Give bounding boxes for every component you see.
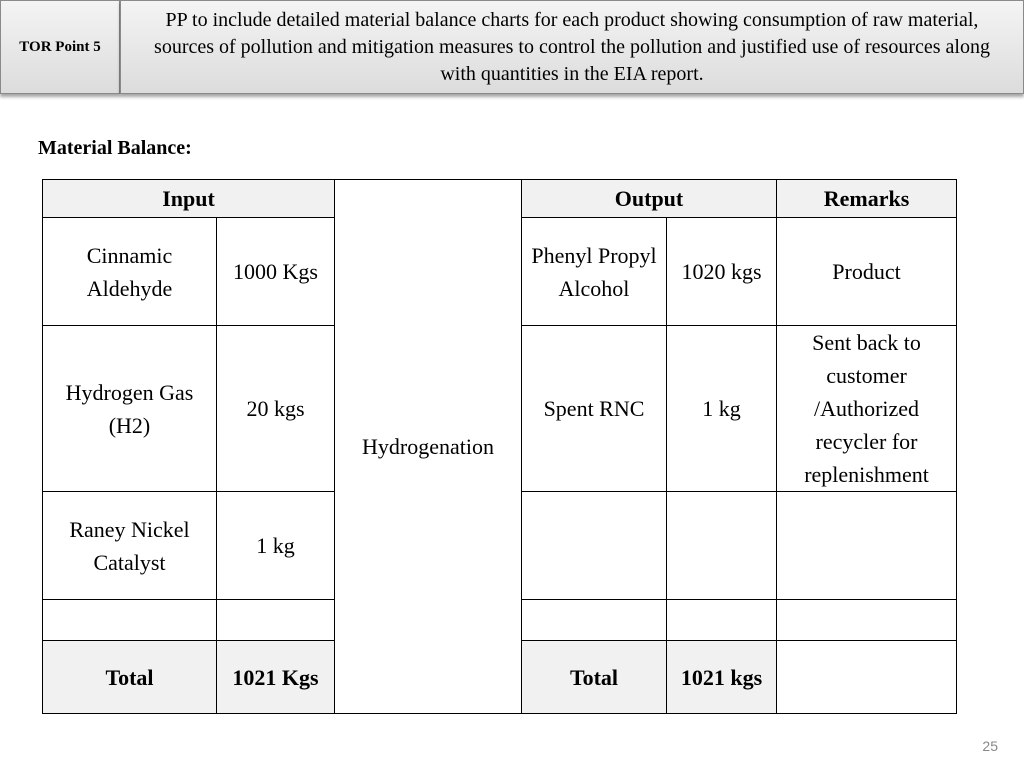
- tor-point-label: TOR Point 5: [19, 38, 101, 55]
- input-material: Cinnamic Aldehyde: [43, 218, 217, 326]
- remarks-cell: [777, 600, 957, 641]
- process-cell: Hydrogenation: [335, 180, 522, 714]
- output-material: Spent RNC: [522, 326, 667, 492]
- table-header-row: [43, 180, 957, 218]
- remarks-cell: Product: [777, 218, 957, 326]
- output-quantity: 1020 kgs: [667, 218, 777, 326]
- output-material: [522, 600, 667, 641]
- remarks-header: Remarks: [777, 180, 957, 218]
- output-total-label: Total: [522, 641, 667, 714]
- input-total-value: 1021 Kgs: [217, 641, 335, 714]
- input-material: Raney Nickel Catalyst: [43, 492, 217, 600]
- input-total-label: Total: [43, 641, 217, 714]
- input-quantity: [217, 600, 335, 641]
- remarks-cell: [777, 492, 957, 600]
- input-material: Hydrogen Gas (H2): [43, 326, 217, 492]
- output-quantity: 1 kg: [667, 326, 777, 492]
- tor-description-box: [120, 0, 1024, 94]
- output-header: Output: [522, 180, 777, 218]
- total-remarks-cell: [777, 641, 957, 714]
- output-material: [522, 492, 667, 600]
- input-material: [43, 600, 217, 641]
- section-title: Material Balance:: [38, 137, 192, 159]
- input-header: Input: [43, 180, 335, 218]
- output-quantity: [667, 600, 777, 641]
- input-quantity: 1 kg: [217, 492, 335, 600]
- page-number: 25: [982, 738, 998, 754]
- tor-description: PP to include detailed material balance charts for each product showing consumption of raw material, sources of pollution and mitigation measures to control the pollution and justified use of resources along with quantities in the EIA report.: [154, 8, 990, 85]
- output-quantity: [667, 492, 777, 600]
- output-total-value: 1021 kgs: [667, 641, 777, 714]
- output-material: Phenyl Propyl Alcohol: [522, 218, 667, 326]
- input-quantity: 1000 Kgs: [217, 218, 335, 326]
- material-balance-table: [42, 179, 957, 714]
- tor-point-label-box: [0, 0, 120, 94]
- input-quantity: 20 kgs: [217, 326, 335, 492]
- remarks-cell: Sent back to customer /Authorized recycler for replenishment: [777, 326, 957, 492]
